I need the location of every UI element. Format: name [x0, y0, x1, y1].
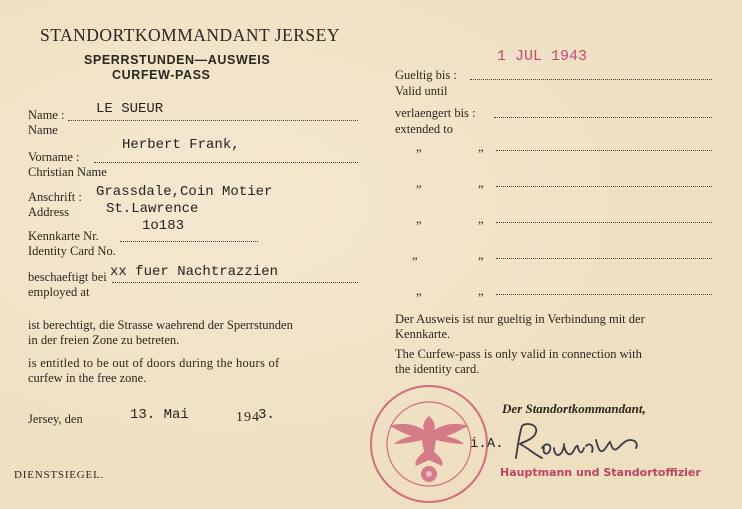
name-label: Name :	[28, 108, 65, 122]
extension-line-3	[496, 222, 712, 223]
note-german-line-1: Der Ausweis ist nur gueltig in Verbindung mit der	[395, 312, 645, 326]
ditto-mark: „	[416, 176, 422, 190]
extended-label-english: extended to	[395, 122, 453, 136]
official-eagle-stamp	[364, 382, 494, 507]
address-label-english: Address	[28, 205, 69, 219]
ditto-mark: „	[416, 140, 422, 154]
extension-line-4	[496, 258, 712, 259]
handwritten-signature	[508, 418, 658, 468]
name-value: LE SUEUR	[96, 101, 164, 117]
ditto-mark: „	[412, 248, 418, 262]
seal-label: DIENSTSIEGEL.	[14, 469, 105, 481]
address-line-1: Grassdale,Coin Motier	[96, 184, 273, 200]
employed-label: beschaeftigt bei	[28, 270, 107, 284]
employed-value: xx fuer Nachtrazzien	[110, 264, 279, 280]
employed-dotted-line	[112, 282, 358, 283]
identity-card-number: 1o183	[142, 218, 185, 234]
christian-name-label: Vorname :	[28, 150, 80, 164]
issue-place-label: Jersey, den	[28, 412, 83, 426]
extended-dotted-line	[494, 117, 712, 118]
ditto-mark: „	[416, 284, 422, 298]
ditto-mark: „	[416, 212, 422, 226]
name-label-english: Name	[28, 123, 58, 137]
issue-year-printed: 194	[236, 410, 260, 425]
name-dotted-line	[68, 120, 358, 121]
note-english-line-2: the identity card.	[395, 362, 480, 376]
ditto-mark: „	[478, 212, 484, 226]
statement-german-line-1: ist berechtigt, die Strasse waehrend der Sperrstunden	[28, 318, 293, 332]
statement-english-line-2: curfew in the free zone.	[28, 371, 147, 385]
employed-label-english: employed at	[28, 285, 90, 299]
validity-date-stamp: 1 JUL 1943	[497, 48, 588, 65]
signatory-title: Der Standortkommandant,	[502, 401, 646, 416]
address-label: Anschrift :	[28, 190, 82, 204]
extension-line-2	[496, 186, 712, 187]
valid-until-dotted-line	[470, 79, 712, 80]
identity-card-label-english: Identity Card No.	[28, 244, 116, 258]
issue-date-value: 13. Mai	[130, 407, 189, 423]
identity-card-label: Kennkarte Nr.	[28, 229, 99, 243]
christian-name-dotted-line	[94, 162, 358, 163]
card-title: STANDORTKOMMANDANT JERSEY	[40, 25, 340, 45]
ditto-mark: „	[478, 248, 484, 262]
issue-year-typed: 3.	[258, 407, 275, 423]
valid-until-label: Gueltig bis :	[395, 68, 457, 82]
note-german-line-2: Kennkarte.	[395, 327, 451, 341]
rank-stamp: Hauptmann und Standortoffizier	[500, 466, 701, 479]
extension-line-1	[496, 150, 712, 151]
christian-name-label-english: Christian Name	[28, 165, 107, 179]
valid-until-label-english: Valid until	[395, 84, 448, 98]
address-line-2: St.Lawrence	[106, 201, 199, 217]
christian-name-value: Herbert Frank,	[122, 137, 240, 153]
statement-english-line-1: is entitled to be out of doors during the hours of	[28, 356, 280, 370]
statement-german-line-2: in der freien Zone zu betreten.	[28, 333, 180, 347]
extended-label: verlaengert bis :	[395, 106, 476, 120]
identity-card-dotted-line	[120, 241, 258, 242]
note-english-line-1: The Curfew-pass is only valid in connection with	[395, 347, 642, 361]
subtitle-english: CURFEW-PASS	[112, 68, 211, 82]
ditto-mark: „	[478, 284, 484, 298]
extension-line-5	[496, 294, 712, 295]
im-auftrag: i.A.	[470, 436, 504, 452]
subtitle-german: SPERRSTUNDEN—AUSWEIS	[84, 53, 271, 67]
ditto-mark: „	[478, 176, 484, 190]
ditto-mark: „	[478, 140, 484, 154]
